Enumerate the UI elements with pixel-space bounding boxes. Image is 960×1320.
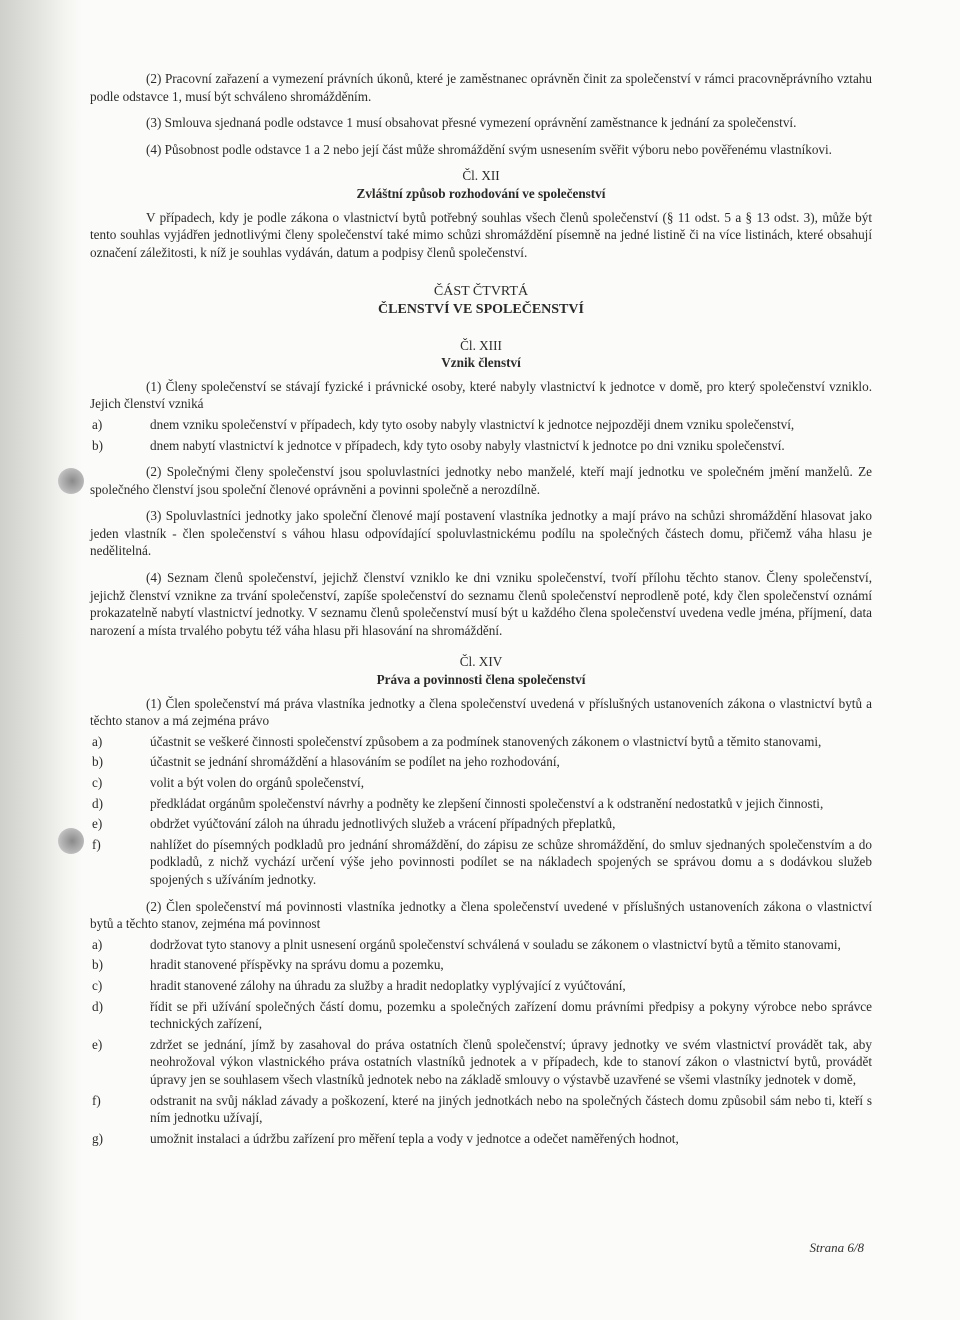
item-list <box>90 416 872 454</box>
article-title: Práva a povinnosti člena společenství <box>376 672 586 688</box>
item-text: řídit se při užívání společných částí domu, pozemku a společných zařízení domu právními předpisy a pokyny výrobce nebo správce technických zařízení, <box>150 998 872 1032</box>
list-item <box>90 795 872 813</box>
item-text: dodržovat tyto stanovy a plnit usnesení orgánů společenství schválená v souladu se zákonem o vlastnictví bytů a těmito stanovami, <box>150 936 841 952</box>
item-list <box>90 733 872 889</box>
list-item <box>90 774 872 792</box>
item-text: zdržet se jednání, jímž by zasahoval do práva ostatních členů společenství; úpravy jednotky ve svém vlastnictví provádět tak, aby neohrožoval výkon vlastnického práva ostatních vlastníků jednotek a v případech, kde to stanoví zákon o vlastnictví bytů, provádět úpravy jen se souhlasem všech vlastníků jednotek nebo na základě smlouvy o výstavbě uzavřené se všemi vlastníky jednotek v domě, <box>150 1036 872 1087</box>
item-list <box>90 936 872 1148</box>
list-item <box>90 437 872 455</box>
item-text: hradit stanovené příspěvky na správu domu a pozemku, <box>150 957 444 973</box>
paragraph: (1) Člen společenství má práva vlastníka jednotky a člena společenství uvedená v příslušných ustanoveních zákona o vlastnictví bytů a těchto stanov a má zejména právo <box>90 695 872 729</box>
paragraph: (3) Spoluvlastníci jednotky jako společní členové mají postavení vlastníka jednotky a mají právo na schůzi shromáždění hlasovat jako jeden vlastník - člen společenství s váhou hlasu odpovídající spoluvlastnickému podílu na společných částech domu, přičemž váha hlasu je nedělitelná. <box>90 508 872 559</box>
list-item <box>90 998 872 1033</box>
item-label: a) <box>92 733 103 749</box>
item-label: d) <box>92 795 103 811</box>
punch-hole-bottom <box>58 828 84 854</box>
paragraph: (2) Člen společenství má povinnosti vlastníka jednotky a člena společenství uvedené v příslušných ustanoveních zákona o vlastnictví bytů a těchto stanov, zejména má povinnost <box>90 898 872 932</box>
item-text: dnem nabytí vlastnictví k jednotce v případech, kdy tyto osoby nabyly vlastnictví k jednotce po dni vzniku společenství. <box>150 437 785 453</box>
paragraph: (4) Seznam členů společenství, jejichž členství vzniklo ke dni vzniku společenství, tvoří přílohu těchto stanov. Členy společenství, jejichž členství vznikne za trvání společenství, zapíše společenství do seznamu členů společenství neprodleně poté, kdy člen společenství oznámí prokazatelně nabytí vlastnictví jednotky. V seznamu členů společenství musí být u každého člena společenství uvedena vedle jména, příjmení, data narození a místa trvalého pobytu též váha hlasu při hlasování na shromáždění. <box>90 570 872 638</box>
article-number: Čl. XIII <box>460 337 502 353</box>
list-item <box>90 753 872 771</box>
list-item <box>90 956 872 974</box>
item-text: hradit stanovené zálohy na úhradu za služby a hradit nedoplatky vyplývající z vyúčtování, <box>150 977 626 993</box>
page-number: Strana 6/8 <box>809 1240 864 1255</box>
item-text: volit a být volen do orgánů společenství, <box>150 775 365 790</box>
article-number: Čl. XII <box>462 168 500 184</box>
item-label: a) <box>92 416 103 432</box>
item-label: b) <box>92 437 103 453</box>
list-item <box>90 416 872 434</box>
item-label: a) <box>92 936 103 952</box>
paragraph: (2) Pracovní zařazení a vymezení právních úkonů, které je zaměstnanec oprávněn činit za společenství v rámci pracovněprávního vztahu podle odstavce 1, musí být schváleno shromážděním. <box>90 71 872 104</box>
part-label: ČÁST ČTVRTÁ <box>433 284 529 300</box>
item-label: f) <box>92 836 101 852</box>
item-label: e) <box>92 816 103 832</box>
binding-shadow <box>0 0 82 1320</box>
list-item <box>90 733 872 751</box>
paragraph: (1) Členy společenství se stávají fyzické i právnické osoby, které nabyly vlastnictví k jednotce v domě, pro který společenství vzniklo. Jejich členství vzniká <box>90 378 872 412</box>
list-item <box>90 936 872 954</box>
list-item <box>90 977 872 995</box>
part-title: ČLENSTVÍ VE SPOLEČENSTVÍ <box>378 301 584 317</box>
list-item <box>90 836 872 889</box>
item-label: b) <box>92 754 103 770</box>
item-label: c) <box>92 977 103 993</box>
item-label: c) <box>92 775 103 790</box>
document-page <box>90 70 872 1156</box>
article-title: Zvláštní způsob rozhodování ve společenství <box>356 185 606 201</box>
item-label: f) <box>92 1092 101 1108</box>
paragraph: (2) Společnými členy společenství jsou spoluvlastníci jednotky nebo manželé, kteří mají jednotku ve společném jmění manželů. Ze společného členství jsou společní členové oprávněni a povinni společně a nerozdílně. <box>90 464 872 497</box>
article-title: Vznik členství <box>441 355 521 371</box>
item-text: odstranit na svůj náklad závady a poškození, které na jiných jednotkách nebo na společných částech domu způsobil sám nebo ti, kteří s ním jednotku užívají, <box>150 1092 872 1126</box>
paragraph: (3) Smlouva sjednaná podle odstavce 1 musí obsahovat přesné vymezení oprávnění zaměstnance k jednání za společenství. <box>146 115 797 131</box>
item-text: účastnit se veškeré činnosti společenství způsobem a za podmínek stanovených zákonem o vlastnictví bytů a těmito stanovami, <box>150 733 822 749</box>
item-text: obdržet vyúčtování záloh na úhradu jednotlivých služeb a vrácení případných přeplatků, <box>150 816 616 832</box>
paragraph: V případech, kdy je podle zákona o vlastnictví bytů potřebný souhlas všech členů společenství (§ 11 odst. 5 a § 13 odst. 3), může být tento souhlas vyjádřen jednotlivými členy společenství také mimo schůzi shromáždění písemně na jedné listině či na více listinách, které obsahují označení záležitosti, k níž je souhlas vydáván, datum a podpisy členů společenství. <box>90 209 872 260</box>
item-label: e) <box>92 1036 103 1052</box>
list-item <box>90 1036 872 1089</box>
item-label: b) <box>92 957 103 973</box>
item-text: dnem vzniku společenství v případech, kdy tyto osoby nabyly vlastnictví k jednotce nejpozději dnem vzniku společenství, <box>150 416 795 432</box>
item-text: předkládat orgánům společenství návrhy a podněty ke zlepšení činnosti společenství a k odstranění nedostatků v jejich činnosti, <box>150 795 824 811</box>
item-label: g) <box>92 1130 103 1146</box>
list-item <box>90 815 872 833</box>
item-text: nahlížet do písemných podkladů pro jednání shromáždění, do zápisu ze schůze shromáždění, do smluv sjednaných společenstvím a do podkladů, z nichž vychází určení výše jeho povinnosti podílet se na nákladech spojených se správou domu a s dodávkou služeb spojených s užíváním jednotky. <box>150 836 872 887</box>
item-label: d) <box>92 998 103 1014</box>
punch-hole-top <box>58 468 84 494</box>
list-item <box>90 1130 872 1148</box>
paragraph: (4) Působnost podle odstavce 1 a 2 nebo její část může shromáždění svým usnesením svěřit výboru nebo pověřenému vlastníkovi. <box>146 141 832 157</box>
list-item <box>90 1092 872 1127</box>
article-number: Čl. XIV <box>459 654 503 670</box>
item-text: umožnit instalaci a údržbu zařízení pro měření tepla a vody v jednotce a odečet naměřených hodnot, <box>150 1130 679 1146</box>
item-text: účastnit se jednání shromáždění a hlasováním se podílet na jeho rozhodování, <box>150 754 560 770</box>
